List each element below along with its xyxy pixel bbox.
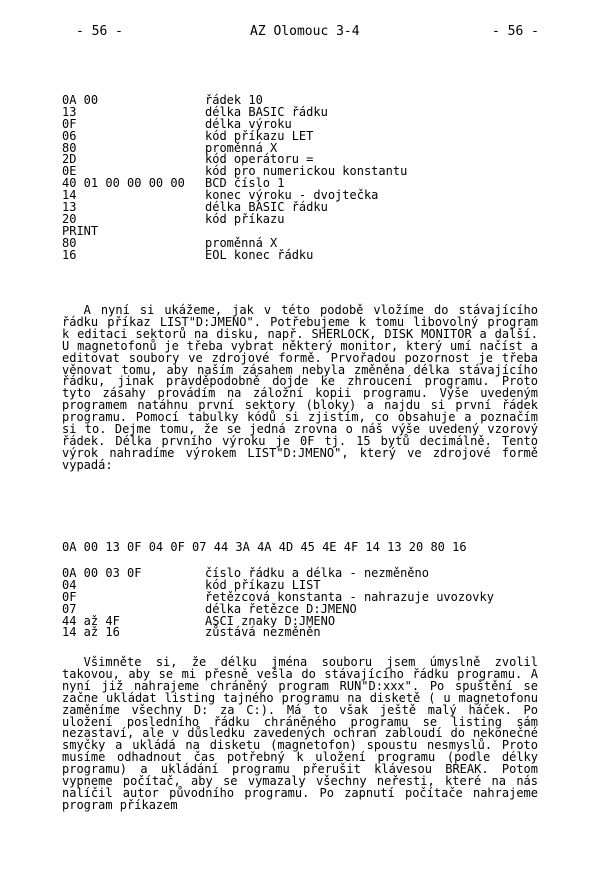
hex-code: 13 [62, 104, 77, 119]
hex-code: 16 [62, 247, 77, 262]
code-description: řádek 10 [205, 93, 263, 107]
hex-code: 0A 00 03 0F [62, 566, 142, 580]
code-description: konec výroku - dvojtečka [205, 188, 379, 203]
table-row [62, 627, 494, 639]
hex-byte-sequence: 0A 00 13 0F 04 0F 07 44 3A 4A 4D 45 4E 4F 14 13 20 80 16 [62, 540, 467, 554]
table-row [62, 211, 407, 226]
modified-line-breakdown-table [62, 568, 494, 639]
hex-code: 14 [62, 188, 77, 203]
code-description: BCD číslo 1 [205, 176, 285, 191]
hex-code: 80 [62, 235, 77, 250]
code-description: kód operátoru = [205, 152, 314, 167]
hex-code: 07 [62, 601, 77, 616]
table-row [62, 247, 407, 262]
page-header [0, 24, 600, 42]
code-description: řetězcová konstanta - nahrazuje uvozovky [205, 589, 494, 604]
hex-code: 0F [62, 116, 77, 131]
code-description: ASCI znaky D:JMENO [205, 613, 336, 628]
hex-code: 0A 00 [62, 93, 99, 107]
hex-code: 80 [62, 140, 77, 155]
hex-code: 06 [62, 128, 77, 143]
code-description: kód příkazu LIST [205, 577, 321, 592]
code-description: zůstává nezměněn [205, 625, 321, 640]
page-number-left: - 56 - [76, 24, 123, 39]
page-number-right: - 56 - [492, 24, 539, 39]
code-description: proměnná X [205, 235, 278, 250]
page-title: AZ Olomouc 3-4 [250, 24, 360, 39]
body-paragraph-2: Všimněte si, že délku jména souboru jsem úmyslně zvolil takovou, aby se mi přesně vešla do stávajícího řádku programu. A nyní již nahrajeme chráněný program RUN"D:xxx". Po spuštění se začne ukládat listing tajného programu na disketě ( u magnetofonu zaměníme všechny D: za C:). Má to však ještě malý háček. Po uložení posledního řádku chráněného programu se listing sám nezastaví, ale v důsledku zavedených ochran zabloudí do nekonečné smyčky a ukládá na disketu (magnetofon) spoustu nesmyslů. Proto musíme odhadnout čas potřebný k uložení programu (podle délky programu) a ukládání programu přerušit klávesou BREAK. Potom vypneme počítač, aby se vymazaly všechny neřesti, které na nás nalíčil autor původního programu. Po zapnutí počítače nahrajeme program příkazem [62, 655, 538, 812]
hex-code: 13 [62, 200, 77, 215]
hex-code: 40 01 00 00 00 00 [62, 176, 185, 191]
hex-code: 0F [62, 589, 77, 604]
basic-line-breakdown-table [62, 95, 407, 261]
hex-code: 2D [62, 152, 77, 167]
code-description: délka výroku [205, 116, 292, 131]
code-description: délka BASIC řádku [205, 104, 328, 119]
code-description: číslo řádku a délka - nezměněno [205, 566, 429, 580]
code-description: délka BASIC řádku [205, 200, 328, 215]
code-description: kód příkazu [205, 211, 285, 226]
code-description: proměnná X [205, 140, 278, 155]
code-description: délka řetězce D:JMENO [205, 601, 357, 616]
hex-code: 14 až 16 [62, 625, 120, 640]
code-description: kód pro numerickou konstantu [205, 164, 408, 179]
hex-code: 20 [62, 211, 77, 226]
code-description: kód příkazu LET [205, 128, 314, 143]
hex-code: 44 až 4F [62, 613, 120, 628]
body-paragraph-1: A nyní si ukážeme, jak v této podobě vložíme do stávajícího řádku příkaz LIST"D:JMENO". Potřebujeme k tomu libovolný program k editaci sektorů na disku, např. SHERLOCK, DISK MONITOR a další. U magnetofonů je třeba vybrat některý monitor, který umí načíst a editovat soubory ve zdrojové formě. Prvořadou pozornost je třeba věnovat tomu, aby naším zásahem nebyla změněna délka stávajícího řádku, jinak pravděpodobně dojde ke zhroucení programu. Proto tyto zásahy provádím na záložní kopii programu. Výše uvedeným programem natáhnu první sektory (bloky) a najdu si první řádek programu. Pomocí tabulky kódů si zjistím, co obsahuje a poznačím si to. Dejme tomu, že se jedná zrovna o náš výše uvedený vzorový řádek. Délka prvního výroku je 0F tj. 15 bytů decimálně. Tento výrok nahradíme výrokem LIST"D:JMENO", který ve zdrojové formě vypadá: [62, 303, 538, 472]
hex-code: 04 [62, 577, 77, 592]
hex-code: 0E [62, 164, 77, 179]
hex-code: PRINT [62, 223, 99, 238]
code-description: EOL konec řádku [205, 247, 314, 262]
